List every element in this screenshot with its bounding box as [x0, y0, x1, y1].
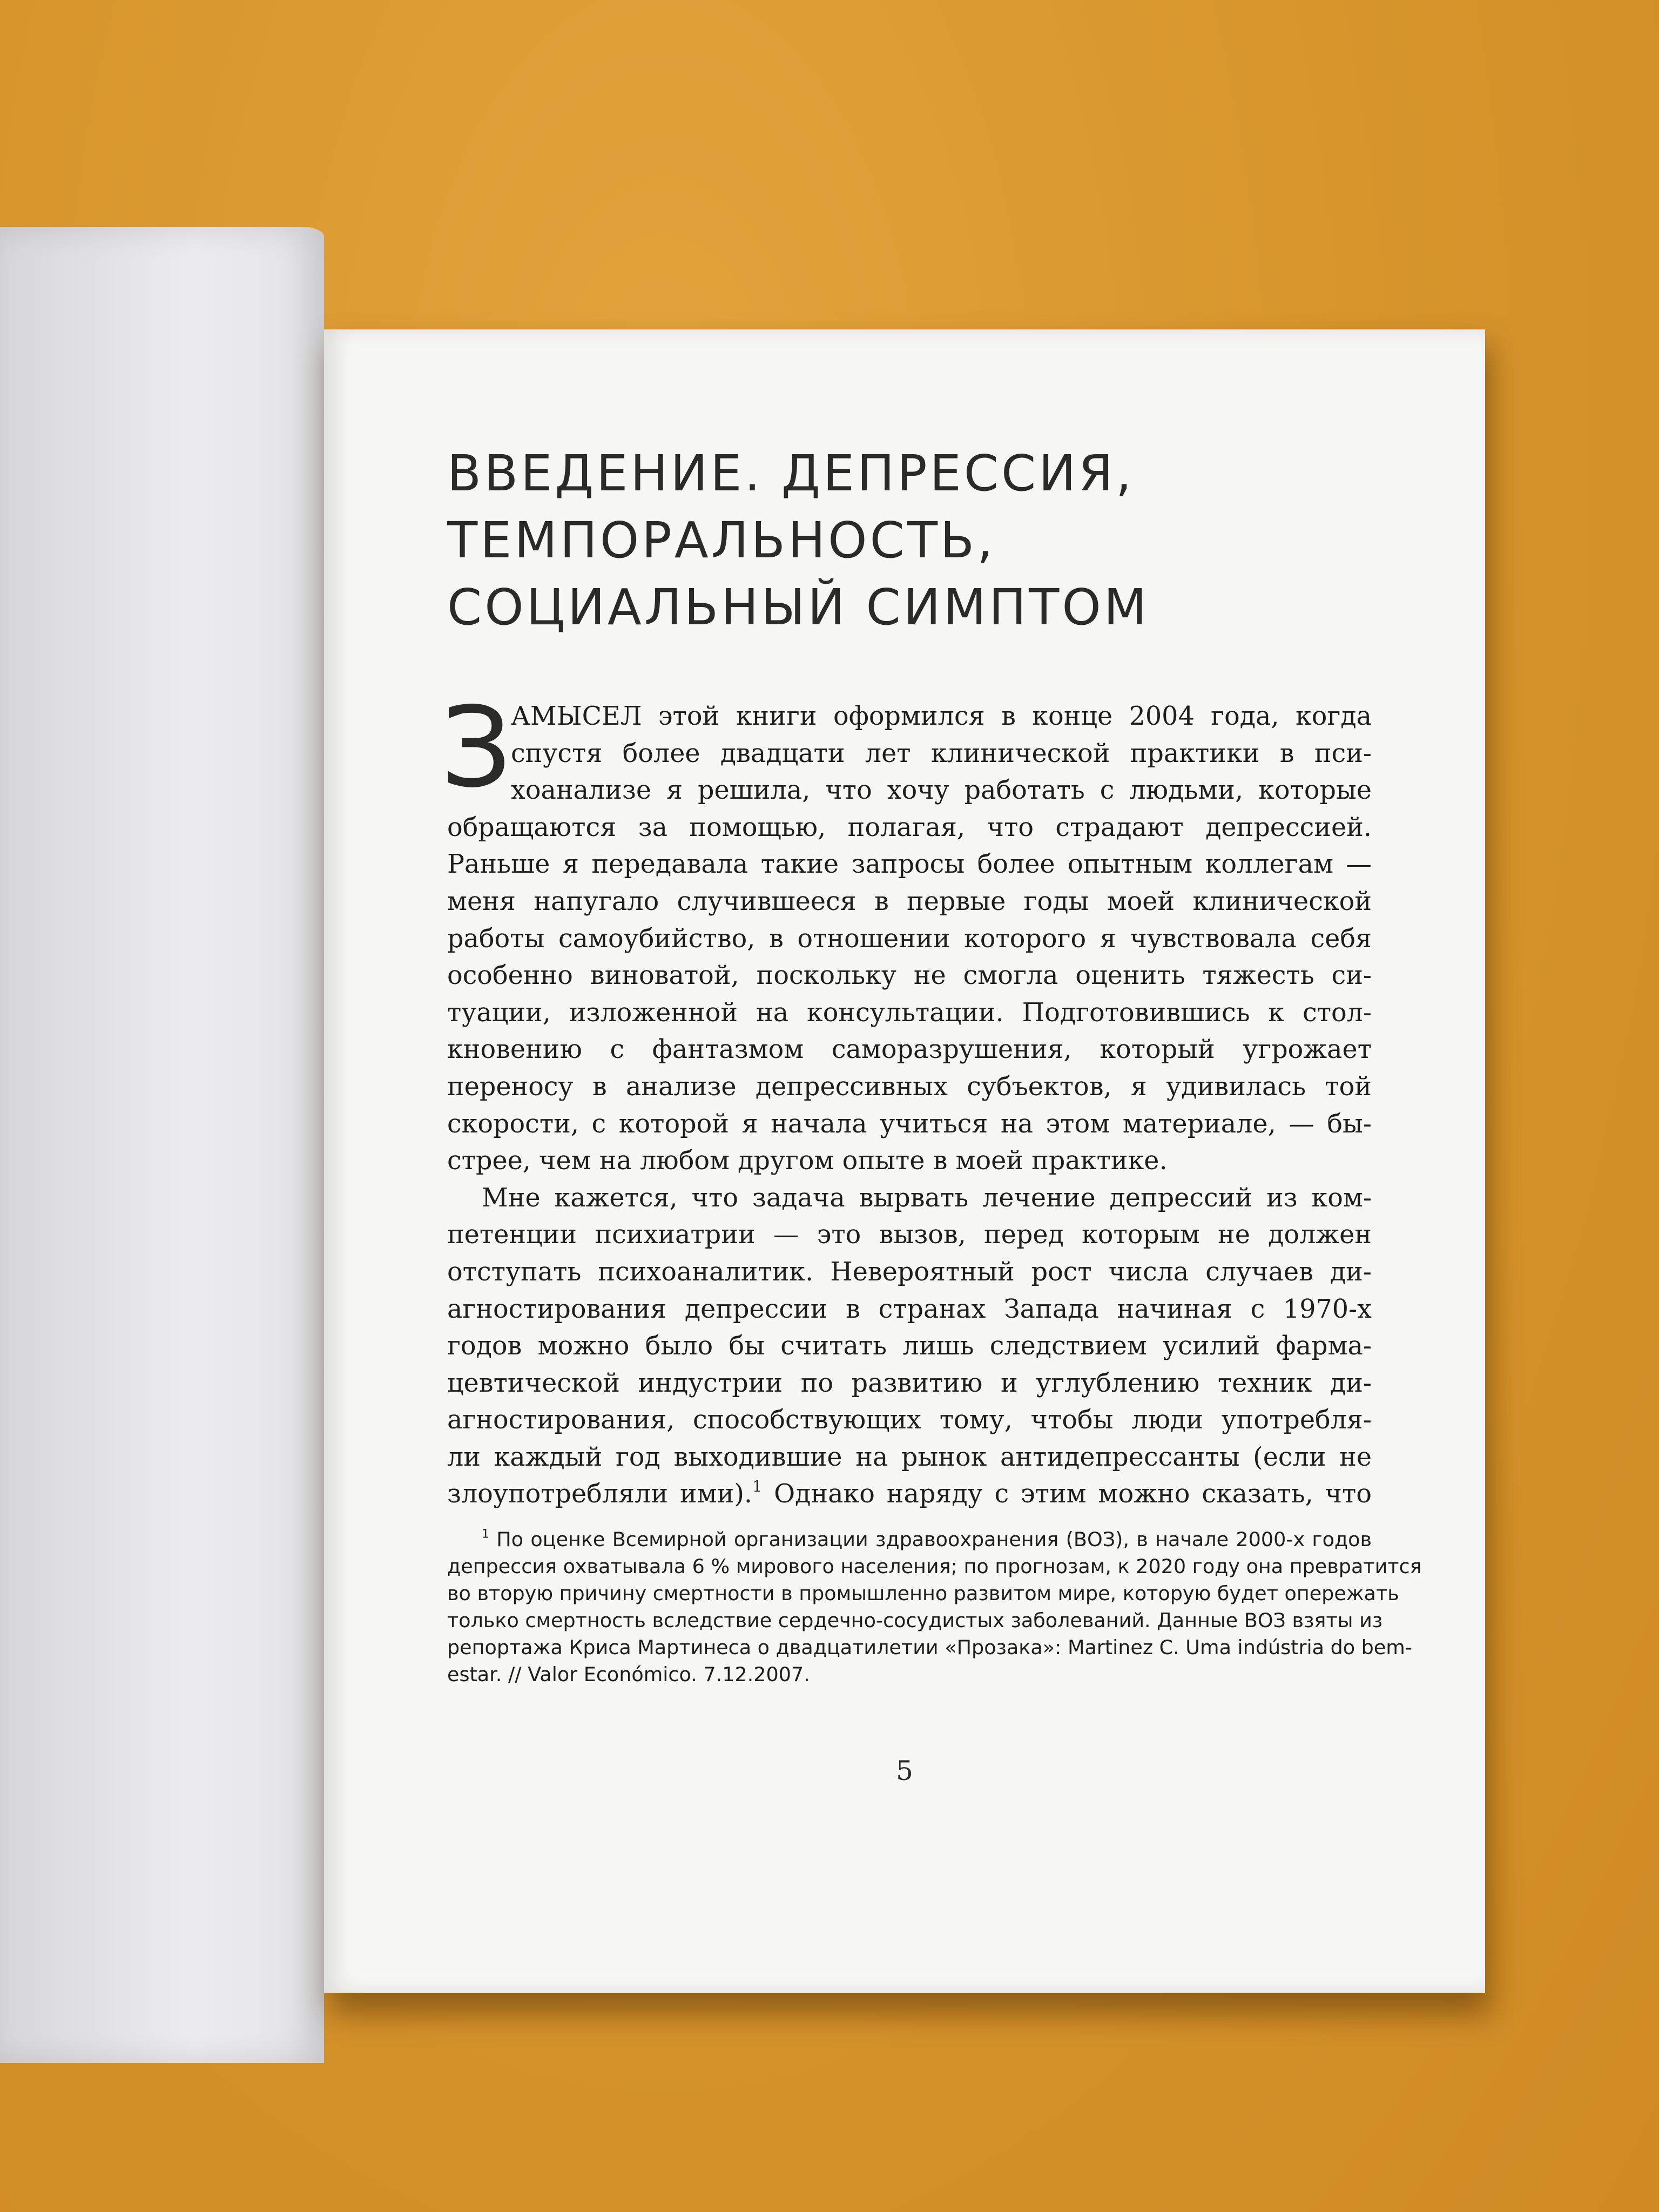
- text-fragment: Однако наряду с этим можно сказать, что: [762, 1479, 1372, 1509]
- chapter-title-line: ВВЕДЕНИЕ. ДЕПРЕССИЯ,: [447, 444, 1135, 502]
- text-line: скорости, с которой я начала учиться на этом материале, — бы-: [447, 1109, 1372, 1139]
- text-line: петенции психиатрии — это вызов, перед которым не должен: [447, 1220, 1372, 1250]
- footnote-line: во вторую причину смертности в промышленно развитом мире, которую будет опережать: [447, 1582, 1399, 1606]
- text-line: особенно виноватой, поскольку не смогла оценить тяжесть си-: [447, 961, 1372, 991]
- text-line: хоанализе я решила, что хочу работать с людьми, которые: [511, 775, 1372, 806]
- footnote-marker: 1: [482, 1527, 489, 1541]
- footnote: [447, 1526, 1422, 1688]
- text-line: переносу в анализе депрессивных субъектов, я удивилась той: [447, 1071, 1372, 1102]
- footnote-reference[interactable]: 1: [752, 1477, 763, 1496]
- text-line: цевтической индустрии по развитию и углублению техник ди-: [447, 1368, 1372, 1398]
- text-line: Мне кажется, что задача вырвать лечение депрессий из ком-: [482, 1183, 1372, 1213]
- page-content: [441, 440, 1422, 1688]
- text-line: годов можно было бы считать лишь следствием усилий фарма-: [447, 1331, 1372, 1361]
- footnote-line: только смертность вследствие сердечно-сосудистых заболеваний. Данные ВОЗ взяты из: [447, 1609, 1383, 1633]
- text-line: агностирования депрессии в странах Запада начиная с 1970-х: [447, 1294, 1372, 1324]
- text-line: туации, изложенной на консультации. Подготовившись к стол-: [447, 997, 1372, 1028]
- text-fragment: злоупотребляли ими).: [447, 1479, 753, 1509]
- paragraph-2: [447, 1180, 1372, 1513]
- text-line: спустя более двадцати лет клинической практики в пси-: [511, 738, 1372, 768]
- left-facing-page: [0, 227, 324, 2063]
- text-line: кновению с фантазмом саморазрушения, который угрожает: [447, 1035, 1372, 1065]
- text-line: Раньше я передавала такие запросы более опытным коллегам —: [447, 849, 1372, 880]
- text-line: работы самоубийство, в отношении которого я чувствовала себя: [447, 923, 1372, 954]
- text-line: [447, 1476, 1372, 1513]
- text-line: меня напугало случившееся в первые годы моей клинической: [447, 886, 1372, 916]
- page-number: 5: [896, 1755, 913, 1786]
- text-line: обращаются за помощью, полагая, что страдают депрессией.: [447, 812, 1372, 842]
- paragraph-1: [441, 684, 1372, 1180]
- footnote-line: репортажа Криса Мартинеса о двадцатилетии «Прозака»: Martinez C. Uma indústria do bem-: [447, 1636, 1413, 1660]
- drop-cap: З: [441, 684, 512, 812]
- text-line: ли каждый год выходившие на рынок антидепрессанты (если не: [447, 1442, 1372, 1472]
- footnote-line: депрессия охватывала 6 % мирового населения; по прогнозам, к 2020 году она превратится: [447, 1555, 1422, 1579]
- text-line: АМЫСЕЛ этой книги оформился в конце 2004 года, когда: [511, 702, 1372, 731]
- footnote-line: [447, 1526, 1372, 1553]
- text-fragment: По оценке Всемирной организации здравоохранения (ВОЗ), в начале 2000-х годов: [489, 1528, 1372, 1552]
- text-line: отступать психоаналитик. Невероятный рост числа случаев ди-: [447, 1257, 1372, 1287]
- chapter-title-line: ТЕМПОРАЛЬНОСТЬ,: [447, 511, 996, 569]
- footnote-line: estar. // Valor Económico. 7.12.2007.: [447, 1663, 810, 1687]
- chapter-title-line: СОЦИАЛЬНЫЙ СИМПТОМ: [447, 578, 1150, 636]
- text-line: агностирования, способствующих тому, чтобы люди употребля-: [447, 1405, 1372, 1435]
- text-line: стрее, чем на любом другом опыте в моей практике.: [447, 1146, 1168, 1176]
- book-page: [324, 329, 1485, 1993]
- chapter-title: [447, 440, 1372, 641]
